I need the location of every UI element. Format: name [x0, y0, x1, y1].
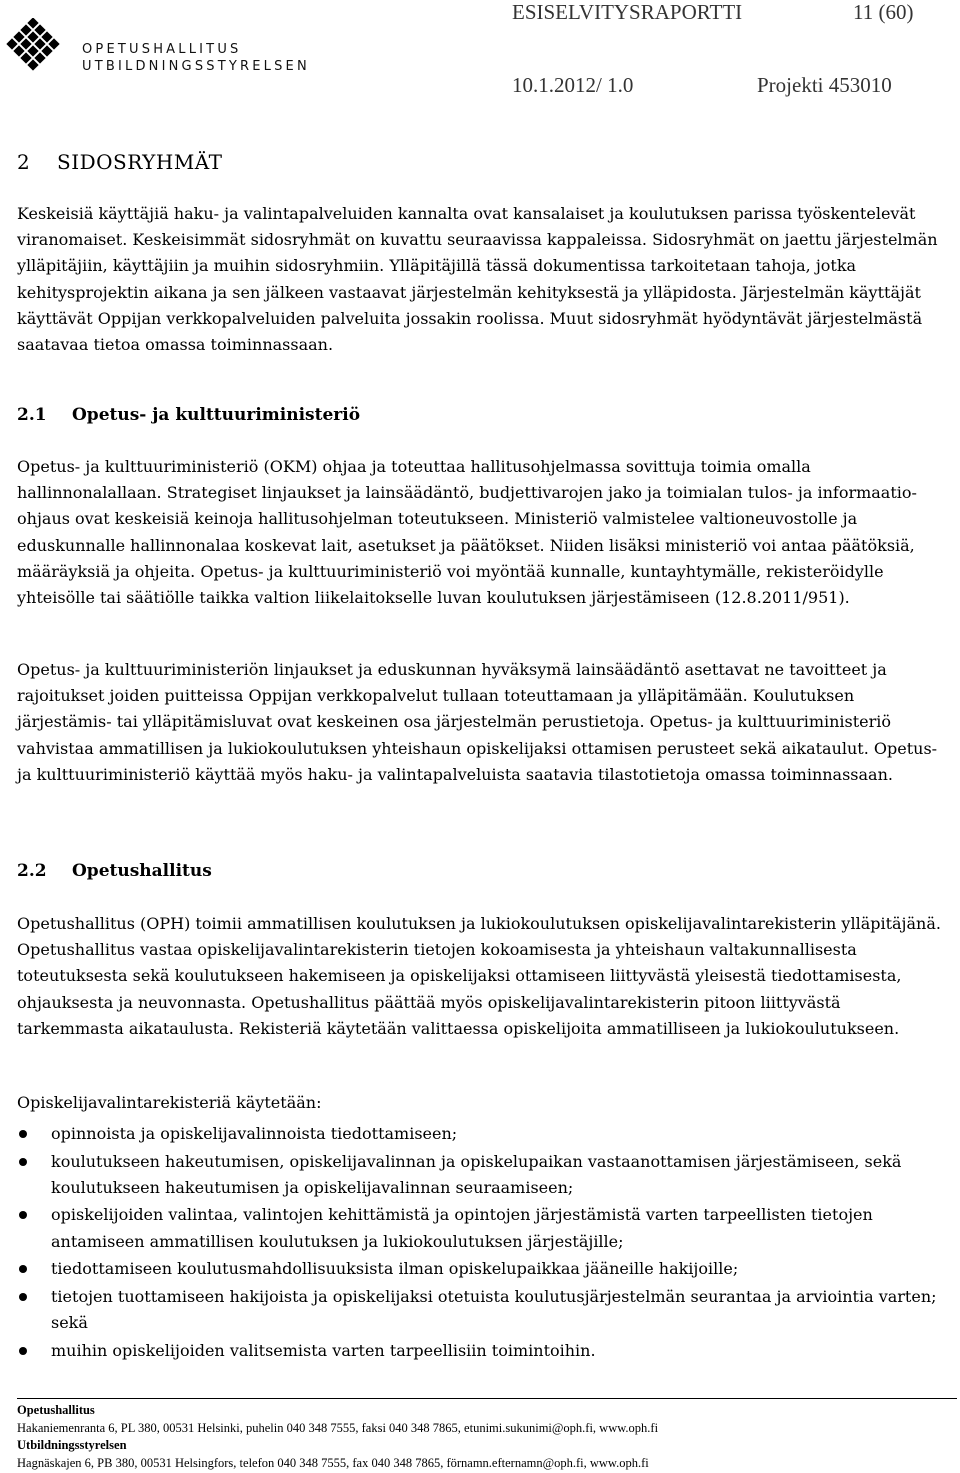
footer-divider [17, 1398, 957, 1399]
section-intro-paragraph: Keskeisiä käyttäjiä haku- ja valintapalveluiden kannalta ovat kansalaiset ja koulutuksen parissa työskentelevät viranomaiset. Keskeisimmät sidosryhmät on kuvattu seuraavissa kappaleissa. Sidosryhmät on jaettu järjestelmän ylläpitäjiin, käyttäjiin ja muihin sidosryhmiin. Ylläpitäjillä tässä dokumentissa tarkoitetaan tahoja, jotka kehitysprojektin aikana ja sen jälkeen vastaavat järjestelmän kehityksestä ja ylläpidosta. Järjestelmän käyttäjät käyttävät Oppijan verkkopalveluiden palveluita jossakin roolissa. Muut sidosryhmät hyödyntävät järjestelmästä saatavaa tietoa omassa toiminnassaan. [17, 204, 938, 355]
subsection-heading-okm [17, 405, 360, 425]
list-item: koulutukseen hakeutumisen, opiskelijavalinnan ja opiskelupaikan vastaanottamisen järjestämiseen, sekä koulutukseen hakeutumisen ja opiskelijavalinnan seuraamiseen; [17, 1149, 952, 1201]
project-number: Projekti 453010 [757, 73, 892, 97]
section-title: SIDOSRYHMÄT [57, 150, 223, 174]
list-item: tietojen tuottamiseen hakijoista ja opiskelijaksi otetuista koulutusjärjestelmän seurantaa ja arviointia varten; sekä [17, 1284, 952, 1336]
footer-address-sv: Hagnäskajen 6, PB 380, 00531 Helsingfors, telefon 040 348 7555, fax 040 348 7865, förnamn.efternamn@oph.fi, www.oph.fi [17, 1455, 649, 1470]
bullet-icon [19, 1130, 27, 1138]
date-version: 10.1.2012/ 1.0 [512, 73, 634, 97]
footer-org-sv: Utbildningsstyrelsen [17, 1438, 127, 1452]
list-intro: Opiskelijavalintarekisteriä käytetään: [17, 1093, 322, 1112]
subsection-title: Opetushallitus [72, 861, 212, 881]
logo-line-sv: UTBILDNINGSSTYRELSEN [82, 59, 310, 74]
bullet-icon [19, 1293, 27, 1301]
footer-address-fi: Hakaniemenranta 6, PL 380, 00531 Helsinki, puhelin 040 348 7555, faksi 040 348 7865, etunimi.sukunimi@oph.fi, www.oph.fi [17, 1420, 659, 1435]
list-item: muihin opiskelijoiden valitsemista varten tarpeellisiin toimintoihin. [17, 1338, 952, 1364]
footer [17, 1402, 658, 1472]
oph-paragraph-1: Opetushallitus (OPH) toimii ammatillisen koulutuksen ja lukiokoulutuksen opiskelijavalintarekisterin ylläpitäjänä. Opetushallitus vastaa opiskelijavalintarekisterin tietojen kokoamisesta ja yhteishaun valtakunnallisesta toteutuksesta sekä koulutukseen hakemiseen ja opiskelijaksi ottamiseen liittyvästä yleisestä tiedottamisesta, ohjauksesta ja neuvonnasta. Opetushallitus päättää myös opiskelijavalintarekisterin pitoon liittyvästä tarkemmasta aikataulusta. Rekisteriä käytetään valittaessa opiskelijoita ammatilliseen ja lukiokoulutukseen. [17, 914, 941, 1038]
okm-paragraph-1: Opetus- ja kulttuuriministeriö (OKM) ohjaa ja toteuttaa hallitusohjelmassa sovittuja toimia omalla hallinnonalallaan. Strategiset linjaukset ja lainsäädäntö, budjettivarojen jako ja toimialan tulos- ja informaatio-ohjaus ovat keskeisiä keinoja hallitusohjelman toteutukseen. Ministeriö valmistelee valtioneuvostolle ja eduskunnalle hallinnonalaa koskevat lait, asetukset ja päätökset. Niiden lisäksi ministeriö voi antaa päätöksiä, määräyksiä ja ohjeita. Opetus- ja kulttuuriministeriö voi myöntää kunnalle, kuntayhtymälle, rekisteröidylle yhteisölle tai säätiölle taikka valtion liikelaitokselle luvan koulutuksen järjestämiseen (12.8.2011/951). [17, 457, 917, 608]
list-item: opiskelijoiden valintaa, valintojen kehittämistä ja opintojen järjestämistä varten tarpeellisten tietojen antamiseen ammatillisen koulutuksen ja lukiokoulutuksen järjestäjille; [17, 1202, 952, 1254]
bullet-icon [19, 1347, 27, 1355]
section-heading [17, 150, 223, 174]
bullet-icon [19, 1158, 27, 1166]
document-title: ESISELVITYSRAPORTTI [512, 0, 743, 24]
subsection-title: Opetus- ja kulttuuriministeriö [72, 405, 361, 425]
oph-logo-icon [2, 18, 64, 80]
list-item: opinnoista ja opiskelijavalinnoista tiedottamiseen; [17, 1121, 952, 1147]
subsection-number: 2.1 [17, 405, 47, 425]
section-number: 2 [17, 150, 31, 174]
okm-paragraph-2: Opetus- ja kulttuuriministeriön linjaukset ja eduskunnan hyväksymä lainsäädäntö asettavat ne tavoitteet ja rajoitukset joiden puitteissa Oppijan verkkopalvelut tullaan toteuttamaan ja ylläpitämään. Koulutuksen järjestämis- tai ylläpitämisluvat ovat keskeinen osa järjestelmän perustietoja. Opetus- ja kulttuuriministeriö vahvistaa ammatillisen ja lukiokoulutuksen yhteishaun opiskelijaksi ottamisen perusteet sekä aikataulut. Opetus- ja kulttuuriministeriö käyttää myös haku- ja valintapalveluista saatavia tilastotietoja omassa toiminnassaan. [17, 660, 938, 784]
page-number: 11 (60) [853, 0, 914, 24]
bullet-icon [19, 1211, 27, 1219]
usage-list [17, 1121, 952, 1365]
list-item: tiedottamiseen koulutusmahdollisuuksista ilman opiskelupaikkaa jääneille hakijoille; [17, 1256, 952, 1282]
bullet-icon [19, 1265, 27, 1273]
logo-line-fi: OPETUSHALLITUS [82, 42, 242, 57]
subsection-heading-oph [17, 861, 212, 881]
subsection-number: 2.2 [17, 861, 47, 881]
footer-org-fi: Opetushallitus [17, 1403, 95, 1417]
logo-wordmark [82, 42, 310, 76]
